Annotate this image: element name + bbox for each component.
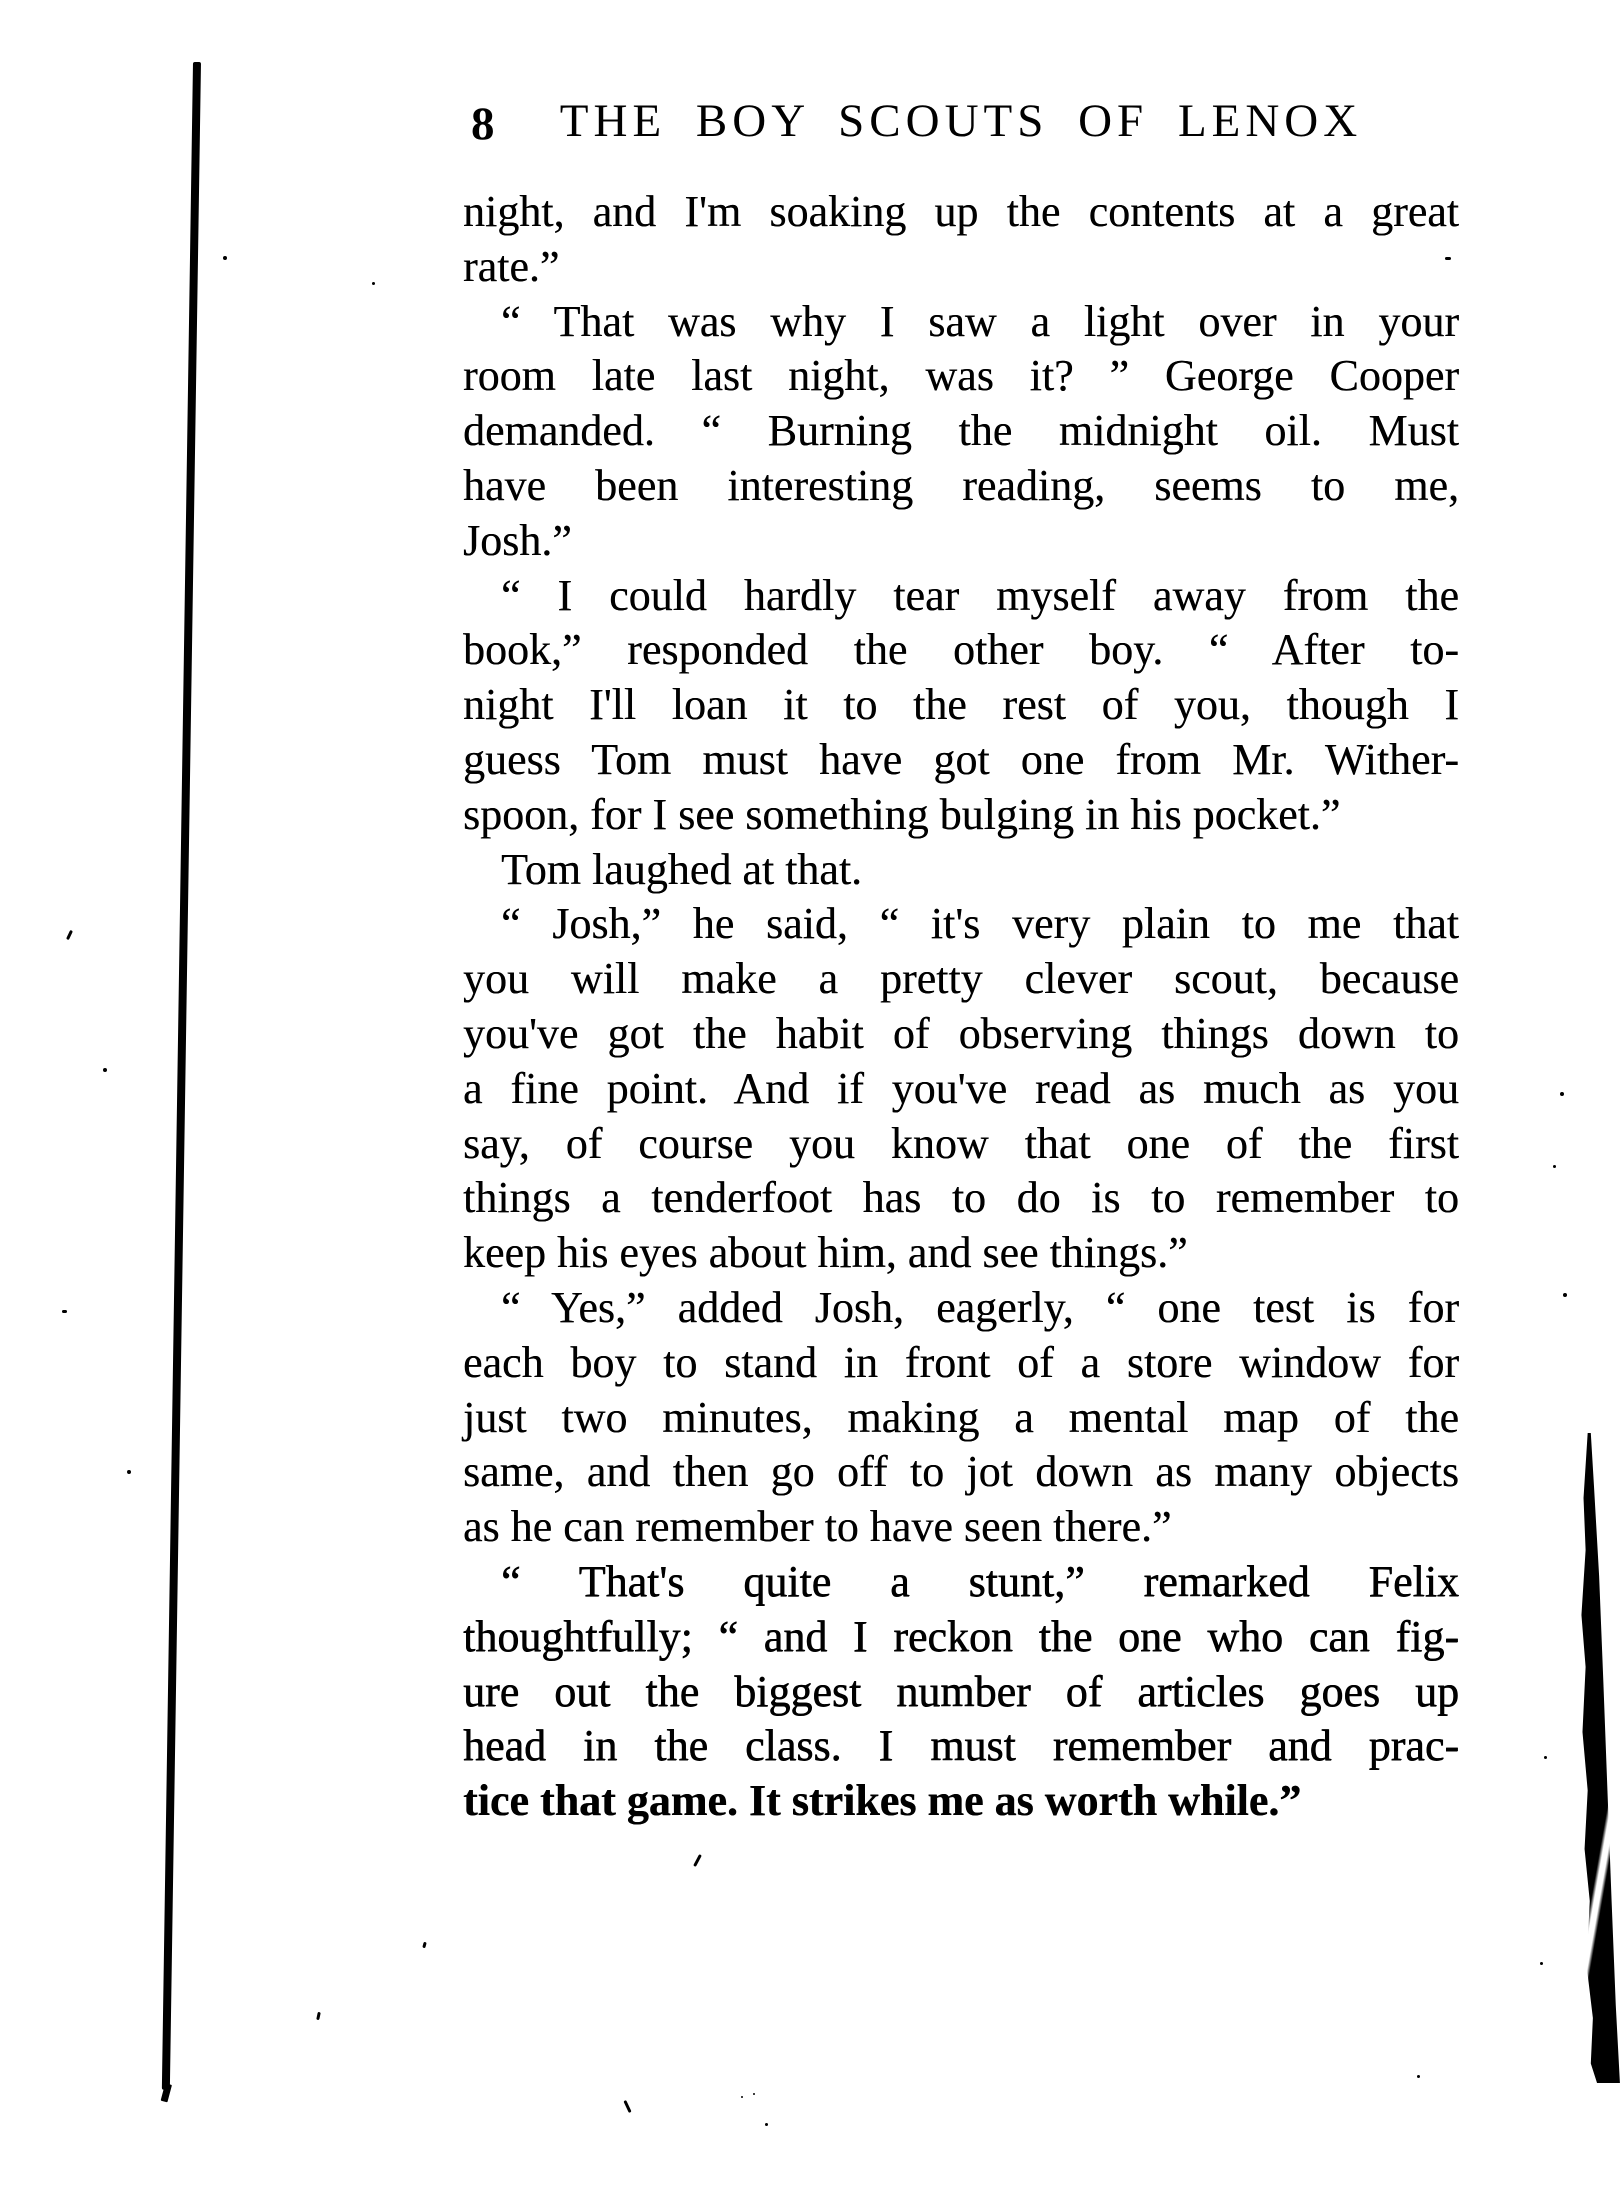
ink-speck [765, 2123, 768, 2126]
ink-speck [1563, 1293, 1567, 1297]
text-line: Josh.” [463, 515, 572, 565]
ink-speck [1540, 1962, 1543, 1965]
page-header [463, 94, 1459, 150]
ink-speck [753, 2093, 755, 2095]
text-line: night, and I'm soaking up the contents at a great [463, 187, 1459, 236]
scan-streak-artifact [1570, 1433, 1621, 2083]
text-line: ure out the biggest number of articles goes up [463, 1666, 1459, 1716]
text-line: each boy to stand in front of a store window for [463, 1337, 1459, 1387]
text-line: keep his eyes about him, and see things.” [463, 1228, 1188, 1278]
ink-speck [372, 282, 375, 285]
text-line: head in the class. I must remember and prac- [463, 1721, 1459, 1771]
text-line: tice that game. It strikes me as worth while.” [463, 1776, 1302, 1826]
running-title: THE BOY SCOUTS OF LENOX [559, 95, 1363, 147]
text-line: “ That's quite a stunt,” remarked Felix [501, 1556, 1459, 1606]
ink-speck [1560, 1092, 1564, 1096]
text-line: spoon, for I see something bulging in his pocket.” [463, 789, 1341, 839]
ink-speck [741, 2096, 743, 2098]
text-line: “ I could hardly tear myself away from the [501, 570, 1459, 620]
text-line: just two minutes, making a mental map of the [463, 1392, 1459, 1442]
text-line: night I'll loan it to the rest of you, though I [463, 680, 1459, 730]
ink-speck [223, 256, 227, 260]
ink-speck [103, 1068, 107, 1072]
text-line: Tom laughed at that. [501, 844, 863, 894]
text-line: thoughtfully; “ and I reckon the one who can fig- [463, 1611, 1459, 1661]
text-line: you will make a pretty clever scout, because [463, 954, 1459, 1004]
text-line: guess Tom must have got one from Mr. Wither- [463, 734, 1459, 784]
ink-speck [127, 1470, 131, 1474]
text-line: as he can remember to have seen there.” [463, 1502, 1172, 1552]
text-line: “ Josh,” he said, “ it's very plain to me that [501, 899, 1459, 949]
text-line: book,” responded the other boy. “ After to- [463, 625, 1459, 675]
text-line: things a tenderfoot has to do is to remember to [463, 1173, 1459, 1223]
text-line: same, and then go off to jot down as many objects [463, 1447, 1459, 1497]
ink-speck [623, 2100, 631, 2113]
text-line: say, of course you know that one of the first [463, 1118, 1459, 1168]
ink-speck [693, 1854, 702, 1867]
ink-speck [316, 2012, 321, 2020]
ink-speck [1417, 2075, 1420, 2078]
ink-speck [62, 1310, 67, 1313]
ink-speck [1445, 257, 1451, 260]
text-line: have been interesting reading, seems to me, [463, 460, 1459, 510]
ink-speck [1544, 1756, 1547, 1759]
text-line: room late last night, was it? ” George Cooper [463, 351, 1459, 401]
text-line: “ That was why I saw a light over in your [501, 296, 1459, 346]
text-line: you've got the habit of observing things down to [463, 1008, 1459, 1058]
text-line: rate.” [463, 241, 560, 291]
body-text [463, 185, 1459, 1829]
text-line: demanded. “ Burning the midnight oil. Must [463, 406, 1459, 456]
ink-speck [1553, 1165, 1556, 1168]
text-line: a fine point. And if you've read as much as you [463, 1063, 1459, 1113]
ink-speck [422, 1942, 426, 1949]
ink-speck [66, 930, 73, 940]
page-number: 8 [471, 98, 495, 150]
text-line: “ Yes,” added Josh, eagerly, “ one test is for [501, 1282, 1459, 1332]
book-spine-shadow-line [162, 62, 201, 2090]
